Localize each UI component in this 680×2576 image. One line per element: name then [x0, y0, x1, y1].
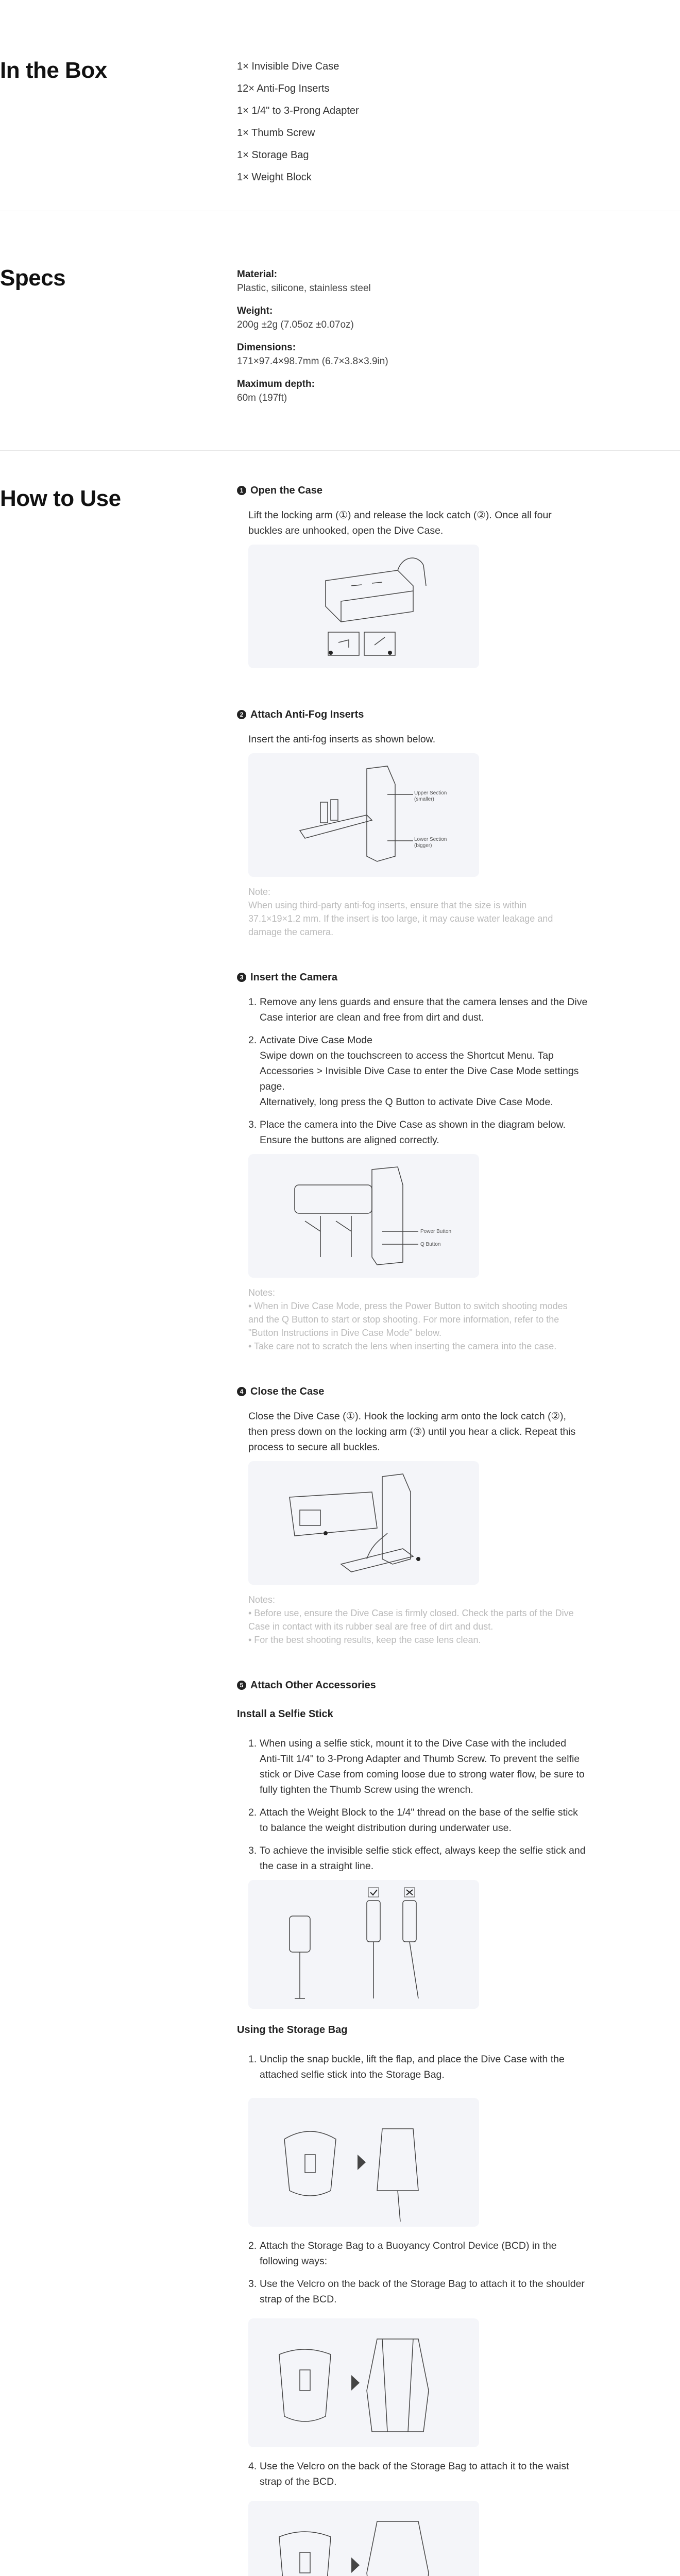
spec-depth — [237, 377, 680, 405]
list-item: 1× Weight Block — [237, 172, 312, 183]
list-item: 2. Attach the Weight Block to the 1/4" thread on the base of the selfie stick to balance the weight distribution during underwater use. — [248, 1807, 578, 1834]
step-5-heading — [237, 1677, 680, 1693]
label-lower-sub: (bigger) — [414, 843, 432, 849]
label-lower: Lower Section — [414, 837, 447, 842]
step-3-note: Notes: • When in Dive Case Mode, press the Power Button to switch shooting modes and the Q Button to start or stop shooting. For more information, refer to the "Button Instructions in Dive Case Mode" below. • Take care not to scratch the lens when inserting the camera into the case. — [248, 1287, 568, 1351]
step-number: 2 — [237, 710, 246, 719]
step-3-heading — [237, 970, 680, 985]
step-number: 4 — [237, 1387, 246, 1396]
spec-label: Maximum depth: — [237, 379, 315, 389]
selfie-stick-list — [237, 1736, 588, 1874]
insert-camera-illustration — [248, 1154, 479, 1278]
storage-bag-list-b — [237, 2238, 588, 2307]
close-case-illustration — [248, 1461, 479, 1585]
spec-weight — [237, 304, 680, 332]
list-item: 1× Invisible Dive Case — [237, 61, 339, 72]
spec-value: Plastic, silicone, stainless steel — [237, 283, 371, 294]
step-number: 1 — [237, 486, 246, 495]
step-title: Attach Other Accessories — [250, 1679, 376, 1691]
list-item: 3. Place the camera into the Dive Case as shown in the diagram below. Ensure the buttons are aligned correctly. — [248, 1119, 566, 1146]
list-item: 3. To achieve the invisible selfie stick effect, always keep the selfie stick and the case in a straight line. — [248, 1845, 586, 1872]
selfie-stick-heading: Install a Selfie Stick — [237, 1708, 333, 1720]
spec-label: Material: — [237, 269, 278, 280]
specs-section — [0, 211, 680, 451]
open-case-illustration — [248, 545, 479, 668]
list-item: 1. Remove any lens guards and ensure that the camera lenses and the Dive Case interior are clean and free from dirt and dust. — [248, 996, 588, 1023]
list-item: 1× 1/4" to 3-Prong Adapter — [237, 105, 359, 116]
how-to-use-title: How to Use — [0, 486, 121, 511]
step-1-heading — [237, 483, 680, 498]
spec-label: Dimensions: — [237, 342, 296, 353]
step-2-heading — [237, 707, 680, 722]
spec-value: 200g ±2g (7.05oz ±0.07oz) — [237, 319, 354, 330]
step-4-note: Notes: • Before use, ensure the Dive Case is firmly closed. Check the parts of the Dive Case in contact with its rubber seal are free of dirt and dust. • For the best shooting results, keep the case lens clean. — [248, 1595, 574, 1645]
list-item: 1. Unclip the snap buckle, lift the flap, and place the Dive Case with the attached selfie stick into the Storage Bag. — [248, 2054, 565, 2080]
storage-bag-list-a — [237, 2052, 588, 2082]
storage-bag-list-c — [237, 2459, 588, 2489]
anti-fog-illustration — [248, 753, 479, 877]
step-title: Insert the Camera — [250, 971, 337, 983]
label-upper-sub: (smaller) — [414, 796, 434, 802]
bcd-waist-illustration — [248, 2501, 479, 2576]
bcd-shoulder-illustration — [248, 2318, 479, 2447]
storage-bag-heading: Using the Storage Bag — [237, 2024, 348, 2036]
step-3-list — [237, 994, 588, 1148]
storage-bag-illustration — [248, 2098, 479, 2227]
list-item: 1× Thumb Screw — [237, 127, 315, 139]
step-1-text: Lift the locking arm (①) and release the lock catch (②). Once all four buckles are unhooked, open the Dive Case. — [248, 510, 552, 536]
label-upper: Upper Section — [414, 790, 447, 796]
selfie-stick-illustration — [248, 1880, 479, 2009]
spec-material — [237, 267, 680, 295]
list-item: 2. Activate Dive Case Mode Swipe down on the touchscreen to access the Shortcut Menu. Tap Accessories > Invisible Dive Case to enter the Dive Case Mode settings page. Alternatively, long press the Q Button to activate Dive Case Mode. — [248, 1035, 579, 1108]
how-to-use-section — [0, 451, 680, 2576]
step-4-heading — [237, 1384, 680, 1399]
step-title: Attach Anti-Fog Inserts — [250, 708, 364, 720]
step-number: 5 — [237, 1681, 246, 1690]
spec-dimensions — [237, 341, 680, 368]
spec-value: 60m (197ft) — [237, 393, 287, 403]
step-number: 3 — [237, 973, 246, 982]
list-item: 1. When using a selfie stick, mount it to the Dive Case with the included Anti-Tilt 1/4" to 3-Prong Adapter and Thumb Screw. To prevent the selfie stick or Dive Case from coming loose due to strong water flow, be sure to fully tighten the Thumb Screw using the wrench. — [248, 1738, 585, 1795]
label-power-button: Power Button — [420, 1229, 452, 1234]
step-title: Open the Case — [250, 484, 323, 496]
list-item: 4. Use the Velcro on the back of the Storage Bag to attach it to the waist strap of the BCD. — [248, 2461, 569, 2487]
list-item: 1× Storage Bag — [237, 149, 309, 161]
spec-value: 171×97.4×98.7mm (6.7×3.8×3.9in) — [237, 356, 388, 367]
in-the-box-title: In the Box — [0, 58, 107, 83]
step-title: Close the Case — [250, 1385, 325, 1397]
step-4-text: Close the Dive Case (①). Hook the locking arm onto the lock catch (②), then press down on the locking arm (③) until you hear a click. Repeat this process to secure all buckles. — [248, 1411, 576, 1453]
in-the-box-list — [237, 56, 680, 189]
list-item: 3. Use the Velcro on the back of the Storage Bag to attach it to the shoulder strap of the BCD. — [248, 2278, 585, 2305]
list-item: 12× Anti-Fog Inserts — [237, 83, 330, 94]
step-2-text: Insert the anti-fog inserts as shown below. — [248, 734, 436, 745]
in-the-box-section — [0, 0, 680, 211]
list-item: 2. Attach the Storage Bag to a Buoyancy Control Device (BCD) in the following ways: — [248, 2240, 557, 2267]
step-2-note: Note: When using third-party anti-fog inserts, ensure that the size is within 37.1×19×1.2 mm. If the insert is too large, it may cause water leakage and damage the camera. — [248, 887, 553, 937]
spec-label: Weight: — [237, 306, 273, 316]
label-q-button: Q Button — [420, 1242, 441, 1247]
specs-title: Specs — [0, 265, 66, 291]
